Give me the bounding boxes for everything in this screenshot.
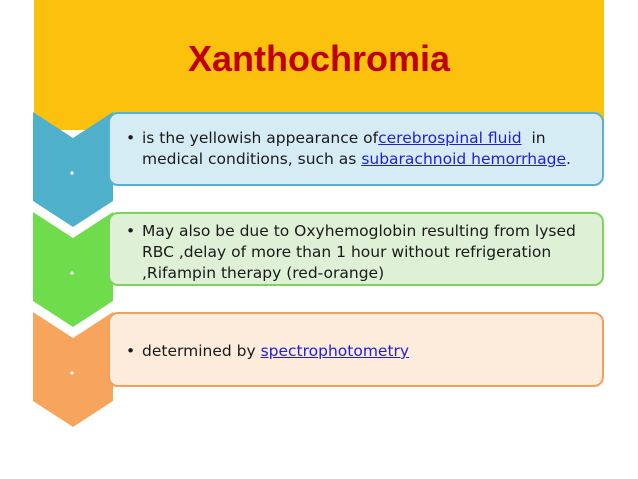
bullet-item-3 [122, 341, 590, 362]
bullet-item-1 [122, 128, 590, 170]
cerebrospinal-fluid-link[interactable]: cerebrospinal fluid [378, 129, 522, 147]
chevron-arrow-2 [33, 212, 113, 327]
item-1-text-before: is the yellowish appearance of [142, 129, 379, 147]
bullet-item-2: • May also be due to Oxyhemoglobin resulting from lysed RBC ,delay of more than 1 hour without refrigeration ,Rifampin therapy (red-orange) [122, 221, 590, 284]
spectrophotometry-link[interactable]: spectrophotometry [260, 342, 410, 360]
item-1-text-after: . [565, 150, 571, 168]
subarachnoid-hemorrhage-link[interactable]: subarachnoid hemorrhage [361, 150, 566, 168]
slide-title: Xanthochromia [187, 38, 451, 79]
content-box-1 [108, 112, 604, 186]
chevron-arrow-1 [33, 112, 113, 227]
chevron-arrow-3 [33, 312, 113, 427]
item-1-text-middle: in medical conditions, such as [142, 129, 551, 168]
item-3-text-before: determined by [142, 342, 261, 360]
content-box-2 [108, 212, 604, 286]
content-box-3 [108, 312, 604, 387]
